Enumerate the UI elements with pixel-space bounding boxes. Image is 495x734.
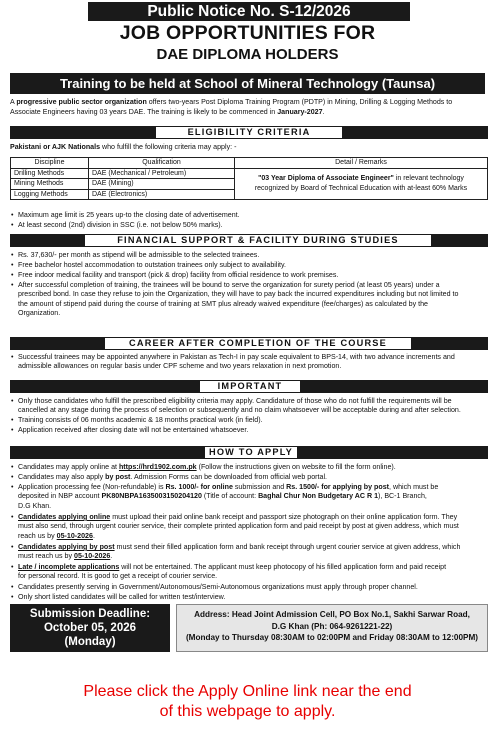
list-item: • Candidates applying by post must send their filled application form and bank receipt through urgent courier service at given address, which must reach us by 05-10-2026. bbox=[11, 543, 461, 561]
list-item: • Training consists of 06 months academic & 18 months practical work (in field). bbox=[11, 416, 263, 424]
how-to-apply-heading: HOW TO APPLY bbox=[205, 447, 297, 458]
table-row bbox=[11, 168, 488, 179]
career-heading: CAREER AFTER COMPLETION OF THE COURSE bbox=[105, 338, 411, 349]
list-item: • Free bachelor hostel accommodation to outstation trainees only subject to availability. bbox=[11, 261, 286, 269]
list-item: • Candidates may also apply by post. Admission Forms can be downloaded from official web portal. bbox=[11, 473, 328, 481]
list-item: • Successful trainees may be appointed anywhere in Pakistan as Tech-I in pay scale equivalent to BPS-14, with two advance increments and admissible allowances on regular basis under CPF scheme and two years relaxation in next promotion. bbox=[11, 353, 455, 371]
list-item: • Application received after closing date will not be entertained whatsoever. bbox=[11, 426, 249, 434]
training-location-banner: Training to be held at School of Mineral Technology (Taunsa) bbox=[10, 73, 485, 94]
eligibility-section-bar bbox=[10, 126, 488, 139]
eligibility-lead: Pakistani or AJK Nationals who fulfill the following criteria may apply: - bbox=[10, 143, 237, 151]
apply-note-line-1: Please click the Apply Online link near the end bbox=[83, 683, 412, 700]
important-heading: IMPORTANT bbox=[200, 381, 300, 392]
deadline-label: Submission Deadline: bbox=[29, 608, 151, 620]
address-box bbox=[176, 604, 488, 652]
col-header-discipline: Discipline bbox=[11, 158, 89, 169]
list-item: • Candidates presently serving in Government/Autonomous/Semi-Autonomous organizations must apply through proper channel. bbox=[11, 583, 418, 591]
address-line-1: Address: Head Joint Admission Cell, PO Box No.1, Sakhi Sarwar Road, bbox=[194, 610, 470, 619]
list-item: • At least second (2nd) division in SSC (i.e. not below 50% marks). bbox=[11, 221, 223, 229]
cell-discipline: Logging Methods bbox=[11, 189, 89, 200]
eligibility-heading: ELIGIBILITY CRITERIA bbox=[156, 127, 342, 138]
financial-section-bar bbox=[10, 234, 488, 247]
list-item: • Application processing fee (Non-refundable) is Rs. 1000/- for online submission and Rs. 1500/- for applying by post, which must be deposited in NBP account PK80NBPA1635003150204120 (Title of account: Baghal Chur Non Budgetary AC R 1), BC-1 Branch, D.G Khan. bbox=[11, 483, 439, 510]
cell-discipline: Mining Methods bbox=[11, 179, 89, 190]
apply-online-link[interactable]: https://hrd1902.com.pk bbox=[118, 463, 197, 471]
list-item: • After successful completion of training, the trainees will be bound to serve the organization for surety period (at least 05 years) under a prescribed bond. In case they refuse to join the Organization, they will have to pay back the incurred expenditures including but not limited to the amount of stipend paid during the course of training at SMT plus already waived expenditure (fee/charges) as calculated by the Organization. bbox=[11, 281, 459, 317]
intro-paragraph: A progressive public sector organization offers two-years Post Diploma Training Program (PDTP) in Mining, Drilling & Logging Methods to Associate Engineers having 03 years DAE. The training is likely to be commenced in January-2027. bbox=[10, 98, 453, 116]
cell-discipline: Drilling Methods bbox=[11, 168, 89, 179]
financial-heading: FINANCIAL SUPPORT & FACILITY DURING STUDIES bbox=[85, 235, 431, 246]
cell-detail-remarks: "03 Year Diploma of Associate Engineer" in relevant technology recognized by Board of Technical Education with at-least 60% Marks bbox=[235, 168, 488, 200]
how-to-apply-section-bar bbox=[10, 446, 488, 459]
list-item: • Maximum age limit is 25 years up-to the closing date of advertisement. bbox=[11, 211, 240, 219]
list-item: • Only short listed candidates will be called for written test/interview. bbox=[11, 593, 226, 601]
cell-qualification: DAE (Electronics) bbox=[89, 189, 235, 200]
table-header-row bbox=[11, 158, 488, 169]
apply-note-line-2: of this webpage to apply. bbox=[159, 703, 336, 720]
eligibility-table bbox=[10, 157, 488, 200]
list-item: • Late / incomplete applications will not be entertained. The applicant must keep photocopy of his filled application form and paid receipt for personal record. It is good to get a receipt of courier service. bbox=[11, 563, 447, 581]
public-notice-number: Public Notice No. S-12/2026 bbox=[88, 2, 410, 21]
submission-deadline-box bbox=[10, 604, 170, 652]
col-header-qualification: Qualification bbox=[89, 158, 235, 169]
important-section-bar bbox=[10, 380, 488, 393]
cell-qualification: DAE (Mechanical / Petroleum) bbox=[89, 168, 235, 179]
office-hours: (Monday to Thursday 08:30AM to 02:00PM and Friday 08:30AM to 12:00PM) bbox=[185, 633, 479, 642]
col-header-detail: Detail / Remarks bbox=[235, 158, 488, 169]
list-item: • Free indoor medical facility and transport (pick & drop) facility from official residence to work premises. bbox=[11, 271, 339, 279]
list-item: • Rs. 37,630/- per month as stipend will be admissible to the selected trainees. bbox=[11, 251, 260, 259]
list-item: • Candidates applying online must upload their paid online bank receipt and passport size photograph on their online application form. They must also send, through urgent courier service, their complete printed application form and paid receipt by post at given address, which must reach us by 05-10-2026. bbox=[11, 513, 459, 540]
deadline-day: (Monday) bbox=[64, 636, 116, 648]
notice-subtitle: DAE DIPLOMA HOLDERS bbox=[156, 46, 339, 63]
career-section-bar bbox=[10, 337, 488, 350]
list-item: • Only those candidates who fulfill the prescribed eligibility criteria may apply. Candidature of those who do not fulfill the requirements will be cancelled at any stage during the process of selection or subsequently and no claim whatsoever will be acceptable during and after selection. bbox=[11, 397, 461, 415]
address-line-2: D.G Khan (Ph: 064-9261221-22) bbox=[271, 621, 393, 631]
list-item: • Candidates may apply online at https://hrd1902.com.pk (Follow the instructions given on website to fill the form online). bbox=[11, 463, 396, 471]
deadline-date: October 05, 2026 bbox=[43, 622, 137, 634]
notice-title: JOB OPPORTUNITIES FOR bbox=[119, 22, 376, 44]
cell-qualification: DAE (Mining) bbox=[89, 179, 235, 190]
